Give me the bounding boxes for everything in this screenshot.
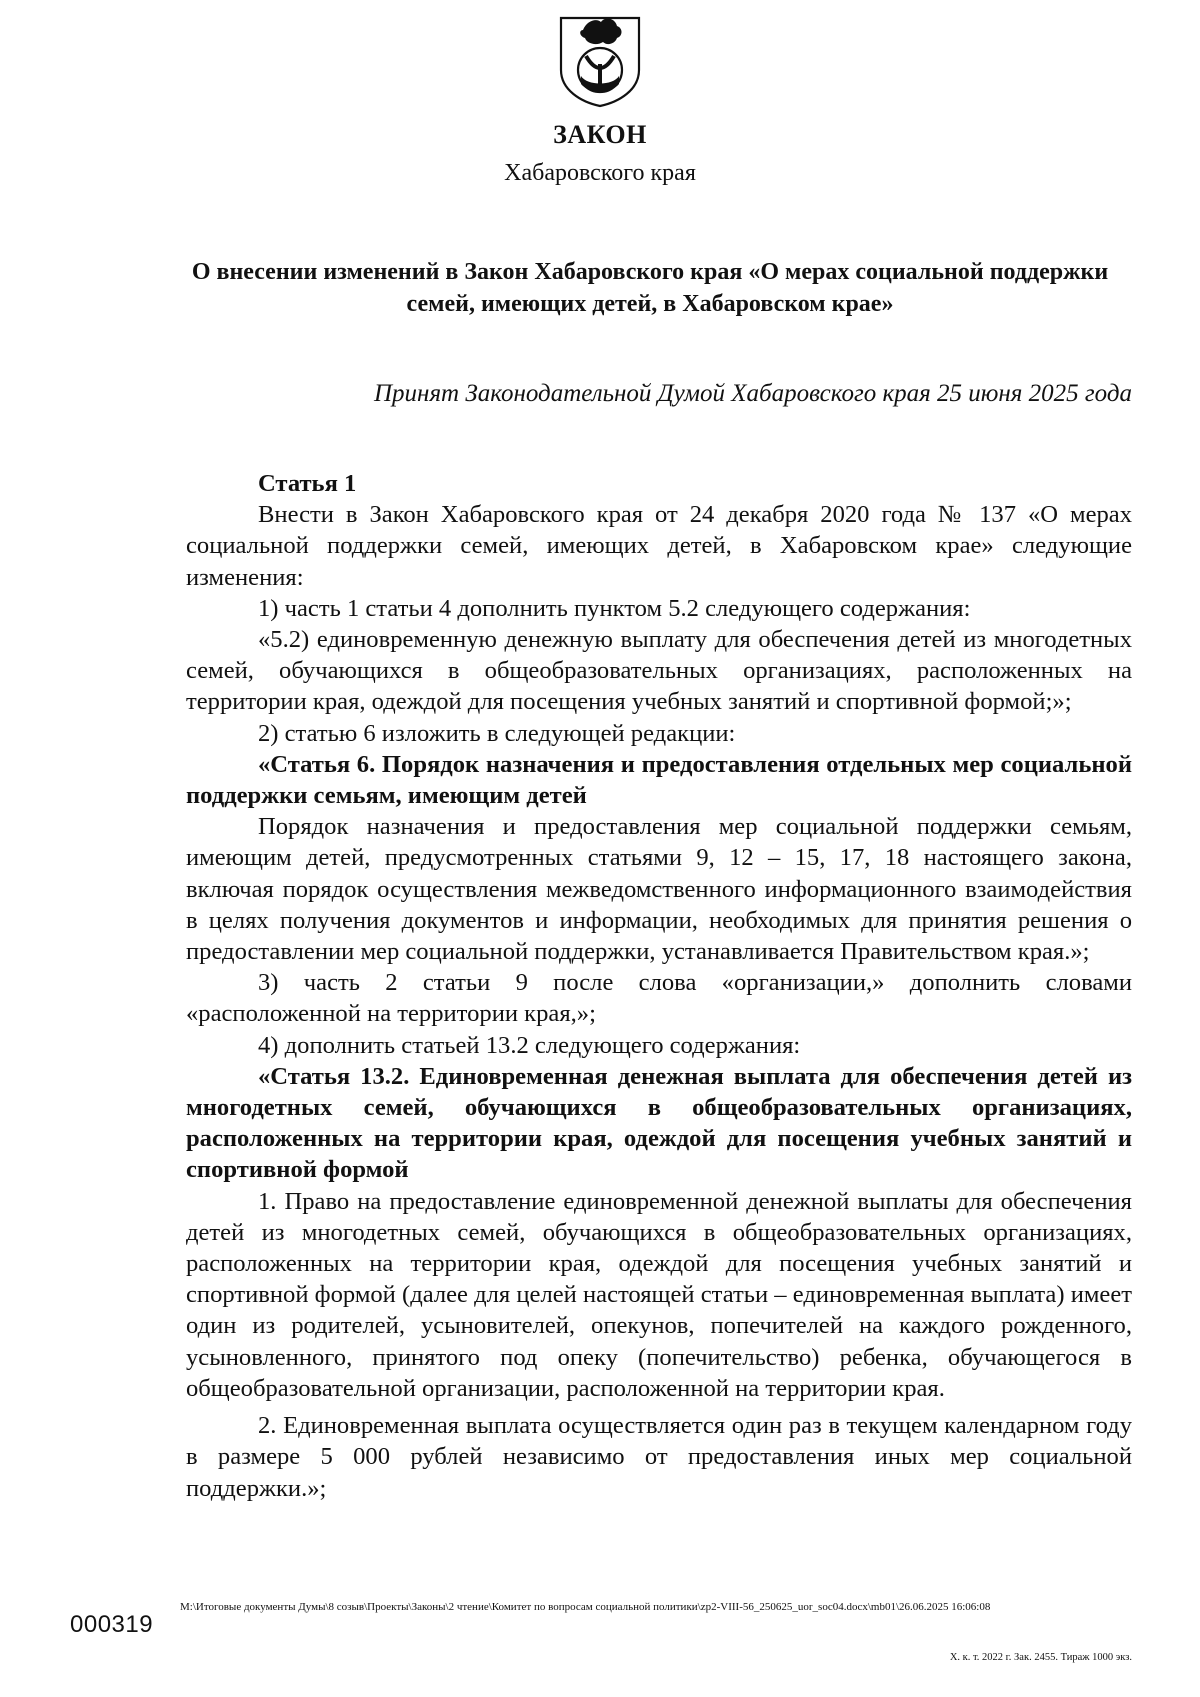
adoption-note: Принят Законодательной Думой Хабаровского края 25 июня 2025 года — [373, 380, 1132, 407]
paragraph-article13-part2: 2. Единовременная выплата осуществляется один раз в текущем календарном году в размере 5 000 рублей независимо от предоставления иных мер социальной поддержки.»; — [186, 1412, 1132, 1502]
document-number: 000319 — [70, 1611, 154, 1638]
coat-of-arms-icon — [553, 8, 647, 108]
paragraph-article13-part1: 1. Право на предоставление единовременной денежной выплаты для обеспечения детей из многодетных семей, обучающихся в общеобразовательных организациях, расположенных на территории края, одеждой для посещения учебных занятий и спортивной формой (далее для целей настоящей статьи – единовременная выплата) имеет один из родителей, усыновителей, опекунов, попечителей на каждого рожденного, усыновленного, принятого под опеку (попечительство) ребенка, обучающегося в общеобразовательной организации, расположенной на территории края. — [186, 1187, 1132, 1402]
print-info: Х. к. т. 2022 г. Зак. 2455. Тираж 1000 экз. — [949, 1652, 1132, 1663]
file-path: M:\Итоговые документы Думы\8 созыв\Проекты\Законы\2 чтение\Комитет по вопросам социальной политики\zp2-VIII-56_250625_uor_soc04.docx\mb01\26.06.2025 16:06:08 — [180, 1601, 991, 1613]
paragraph-item1: 1) часть 1 статьи 4 дополнить пунктом 5.2 следующего содержания: — [258, 594, 971, 622]
document-subtitle: Хабаровского края — [504, 160, 696, 186]
article-heading: Статья 1 — [258, 470, 357, 497]
paragraph-item3: 3) часть 2 статьи 9 после слова «организации,» дополнить словами «расположенной на территории края,»; — [186, 969, 1132, 1028]
article6-heading: «Статья 6. Порядок назначения и предоставления отдельных мер социальной поддержки семьям, имеющим детей — [186, 750, 1132, 810]
paragraph-article6-text: Порядок назначения и предоставления мер социальной поддержки семьям, имеющим детей, предусмотренных статьями 9, 12 – 15, 17, 18 настоящего закона, включая порядок осуществления межведомственного информационного взаимодействия в целях получения документов и информации, необходимых для принятия решения о предоставлении мер социальной поддержки, устанавливается Правительством края.»; — [186, 813, 1132, 966]
paragraph-item4: 4) дополнить статьей 13.2 следующего содержания: — [258, 1031, 801, 1059]
law-name: О внесении изменений в Закон Хабаровского края «О мерах социальной поддержки семей, имеющих детей, в Хабаровском крае» — [191, 259, 1109, 317]
paragraph-intro: Внести в Закон Хабаровского края от 24 декабря 2020 года № 137 «О мерах социальной поддержки семей, имеющих детей, в Хабаровском крае» следующие изменения: — [186, 501, 1132, 591]
document-body — [186, 468, 1132, 1504]
document-title: ЗАКОН — [553, 120, 647, 149]
article13-heading: «Статья 13.2. Единовременная денежная выплата для обеспечения детей из многодетных семей, обучающихся в общеобразовательных организациях, расположенных на территории края, одеждой для посещения учебных занятий и спортивной формой — [186, 1062, 1132, 1184]
paragraph-item1-text: «5.2) единовременную денежную выплату для обеспечения детей из многодетных семей, обучающихся в общеобразовательных организациях, расположенных на территории края, одеждой для посещения учебных занятий и спортивной формой;»; — [186, 626, 1132, 716]
paragraph-item2: 2) статью 6 изложить в следующей редакции: — [258, 719, 736, 747]
